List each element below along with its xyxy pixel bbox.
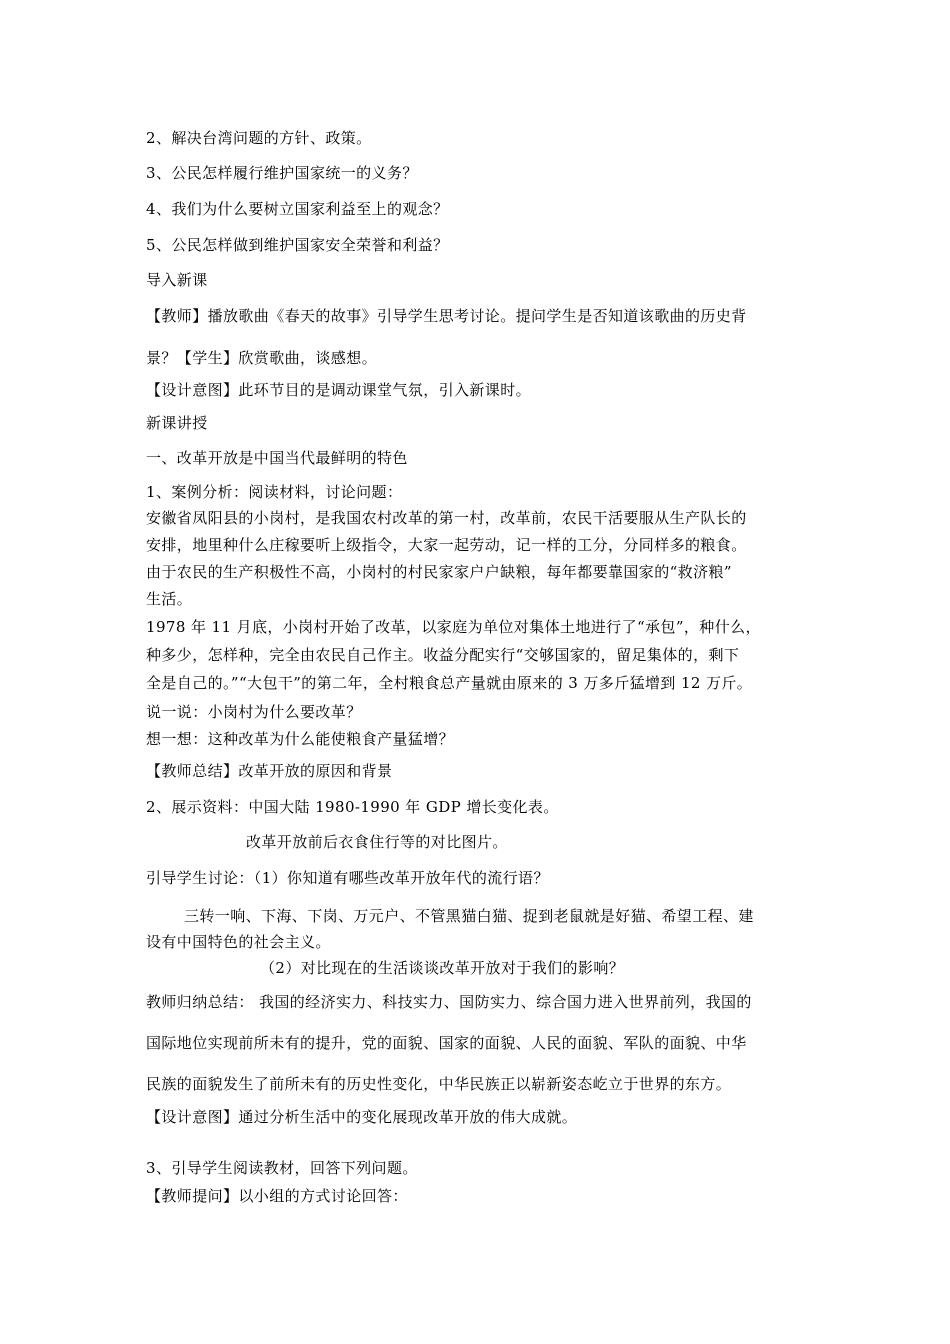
design-intent-2: 【设计意图】通过分析生活中的变化展现改革开放的伟大成就。 — [146, 1108, 578, 1126]
question-5: 5、公民怎样做到维护国家安全荣誉和利益？ — [146, 236, 449, 254]
teacher-conclusion-line: 民族的面貌发生了前所未有的历史性变化，中华民族正以崭新姿态屹立于世界的东方。 — [146, 1075, 732, 1093]
question-3: 3、公民怎样履行维护国家统一的义务？ — [146, 164, 418, 182]
teacher-activity: 【教师】播放歌曲《春天的故事》引导学生思考讨论。提问学生是否知道该歌曲的历史背 — [146, 307, 747, 325]
teacher-conclusion-line: 教师归纳总结： 我国的经济实力、科技实力、国防实力、综合国力进入世界前列，我国的 — [146, 993, 752, 1011]
discussion-prompt-think: 想一想：这种改革为什么能使粮食产量猛增？ — [146, 730, 455, 748]
question-4: 4、我们为什么要树立国家利益至上的观念？ — [146, 200, 449, 218]
discussion-prompt-say: 说一说：小岗村为什么要改革？ — [146, 703, 362, 721]
teacher-summary: 【教师总结】改革开放的原因和背景 — [146, 762, 393, 780]
guided-discussion-1: 引导学生讨论：（1）你知道有哪些改革开放年代的流行语？ — [146, 869, 549, 887]
student-activity: 景？【学生】欣赏歌曲，谈感想。 — [146, 349, 378, 367]
subsection-heading-1: 一、改革开放是中国当代最鲜明的特色 — [146, 449, 408, 467]
teacher-conclusion-line: 国际地位实现前所未有的提升，党的面貌、国家的面貌、人民的面貌、军队的面貌、中华 — [146, 1034, 747, 1052]
materials-display: 2、展示资料：中国大陆 1980-1990 年 GDP 增长变化表。 — [146, 798, 559, 816]
case-text-line: 安排，地里种什么庄稼要听上级指令，大家一起劳动，记一样的工分，分同样多的粮食。 — [146, 536, 747, 554]
design-intent-1: 【设计意图】此环节目的是调动课堂气氛，引入新课时。 — [146, 381, 532, 399]
case-text-line: 种多少，怎样种，完全由农民自己作主。收益分配实行“交够国家的，留足集体的，剩下 — [146, 646, 740, 664]
section-heading-intro: 导入新课 — [146, 271, 208, 289]
case-text-line: 全是自己的。”“大包干”的第二年，全村粮食总产量就由原来的 3 万多斤猛增到 12 万斤。 — [146, 674, 753, 692]
case-text-line: 安徽省凤阳县的小岗村，是我国农村改革的第一村，改革前，农民干活要服从生产队长的 — [146, 509, 747, 527]
case-text-line: 生活。 — [146, 590, 193, 608]
section-heading-new-lesson: 新课讲授 — [146, 414, 208, 432]
case-analysis-heading: 1、案例分析：阅读材料，讨论问题： — [146, 483, 403, 501]
materials-display-cont: 改革开放前后衣食住行等的对比图片。 — [246, 833, 508, 851]
guided-discussion-2: （2）对比现在的生活谈谈改革开放对于我们的影响？ — [260, 959, 625, 977]
reading-task: 3、引导学生阅读教材，回答下列问题。 — [146, 1159, 418, 1177]
buzzwords-line: 设有中国特色的社会主义。 — [146, 933, 331, 951]
case-text-line: 由于农民的生产积极性不高，小岗村的村民家家户户缺粮，每年都要靠国家的“救济粮” — [146, 563, 732, 581]
buzzwords-line: 三转一响、下海、下岗、万元户、不管黑猫白猫、捉到老鼠就是好猫、希望工程、建 — [184, 907, 754, 925]
teacher-question: 【教师提问】以小组的方式讨论回答： — [146, 1187, 408, 1205]
case-text-line: 1978 年 11 月底，小岗村开始了改革，以家庭为单位对集体土地进行了“承包”，种什么， — [146, 618, 761, 636]
question-2: 2、解决台湾问题的方针、政策。 — [146, 129, 372, 147]
